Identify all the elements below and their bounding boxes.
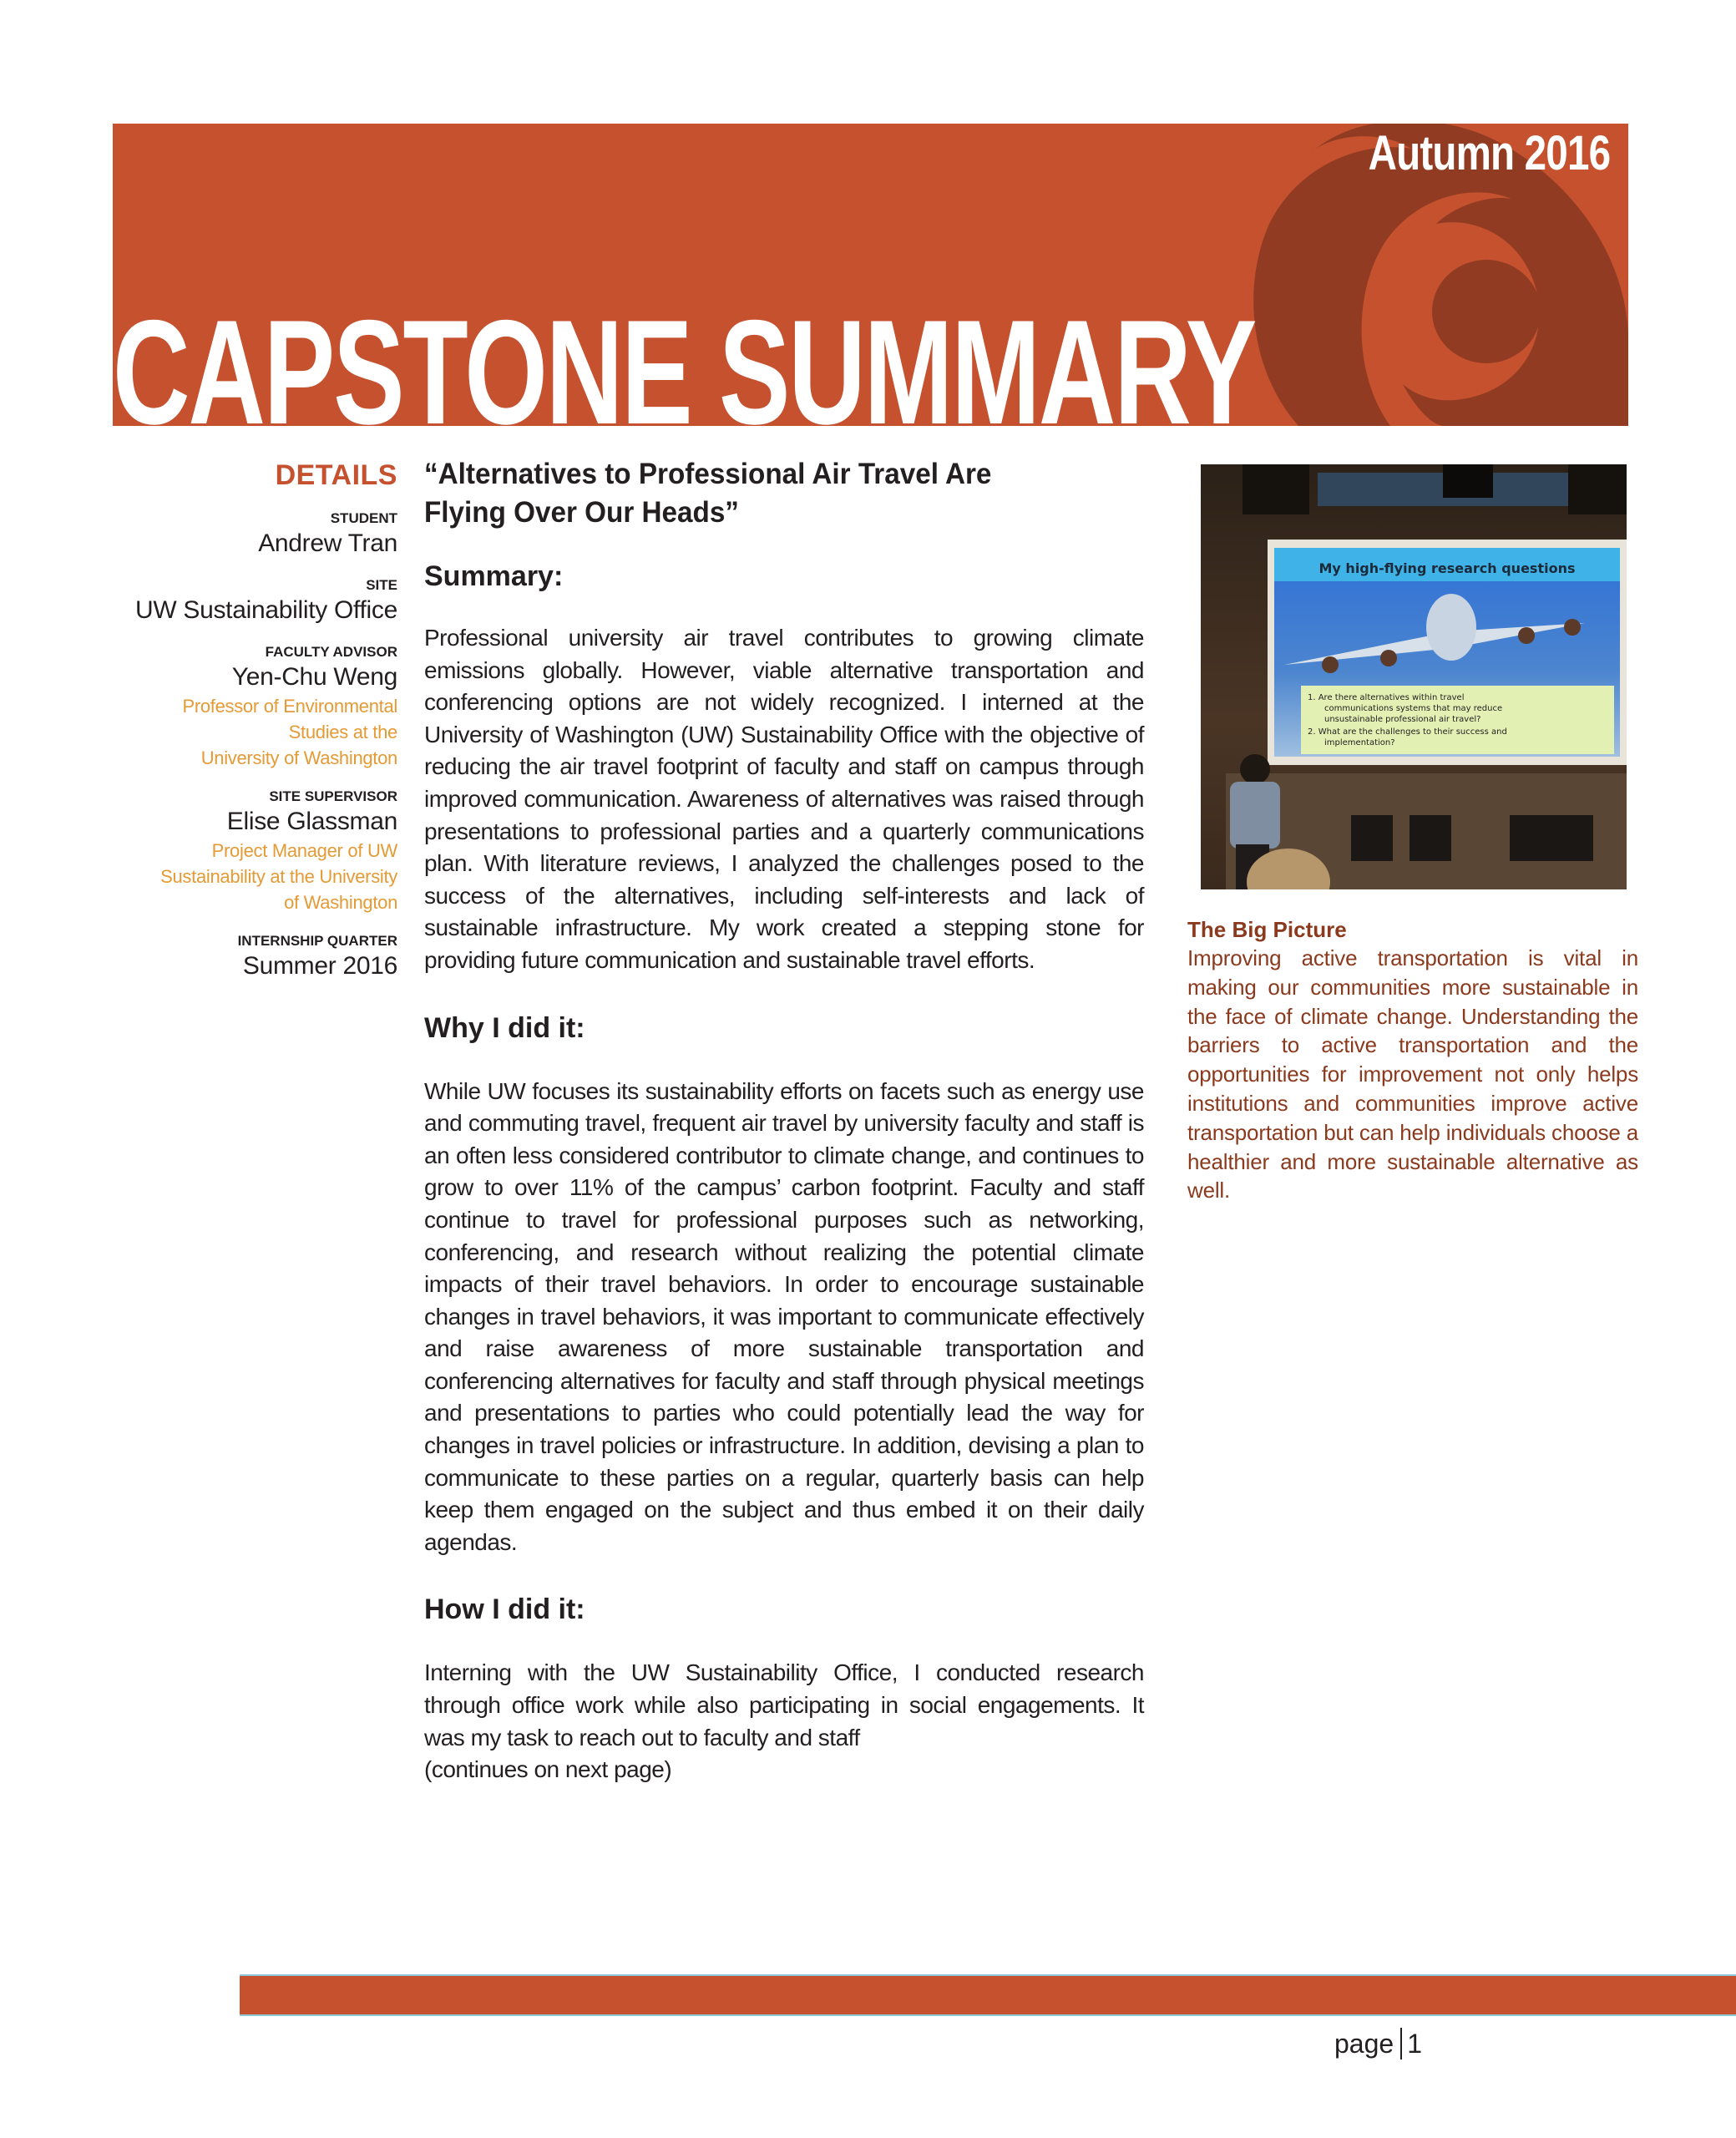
faculty-advisor-title-line: Professor of Environmental <box>182 696 397 717</box>
details-heading: DETAILS <box>275 459 397 491</box>
internship-quarter-label: INTERNSHIP QUARTER <box>237 933 397 949</box>
site-label: SITE <box>366 577 397 593</box>
site-supervisor-title-line: Sustainability at the University <box>160 866 397 887</box>
article-body <box>424 455 1144 1786</box>
page-label: page <box>1334 2029 1394 2059</box>
site-supervisor-label: SITE SUPERVISOR <box>269 788 397 804</box>
page-number <box>1334 2028 1422 2059</box>
faculty-advisor-name: Yen-Chu Weng <box>231 663 397 691</box>
header-banner <box>113 124 1628 426</box>
faculty-advisor-label: FACULTY ADVISOR <box>265 644 397 660</box>
details-sidebar <box>100 458 397 982</box>
why-heading: Why I did it: <box>424 1011 585 1044</box>
article-title-line: “Alternatives to Professional Air Travel Are <box>424 458 992 490</box>
site-supervisor-title-line: Project Manager of UW <box>211 840 397 861</box>
page-separator <box>1400 2028 1402 2059</box>
summary-heading: Summary: <box>424 560 564 592</box>
faculty-advisor-title-line: Studies at the <box>288 722 397 742</box>
site-supervisor-name: Elise Glassman <box>226 808 397 835</box>
student-name: Andrew Tran <box>258 529 397 557</box>
presentation-photo <box>1201 464 1627 889</box>
big-picture-callout <box>1187 915 1638 1205</box>
page-title: CAPSTONE SUMMARY <box>113 289 1256 426</box>
season-label: Autumn 2016 <box>1368 126 1610 180</box>
internship-quarter-value: Summer 2016 <box>242 952 397 980</box>
slide-title: My high-flying research questions <box>1318 560 1576 576</box>
page-number-value: 1 <box>1407 2029 1422 2059</box>
footer-bar <box>240 1974 1736 2016</box>
why-paragraph: While UW focuses its sustainability efforts on facets such as energy use and commuting travel, frequent air travel by university faculty and staff is an often less considered contributor to climate change, and continues to grow to over 11% of the campus’ carbon footprint. Faculty and staff continue to travel for professional purposes such as networking, conferencing, and research without realizing the potential climate impacts of their travel behaviors. In order to encourage sustainable changes in travel behaviors, it was important to communicate effectively and raise awareness of more sustainable transportation and conferencing alternatives for faculty and staff through physical meetings and presentations to parties who could potentially lead the way for changes in travel policies or infrastructure. In addition, devising a plan to communicate to these parties on a regular, quarterly basis can help keep them engaged on the subject and thus embed it on their daily agendas. <box>424 1077 1144 1555</box>
article-title-line: Flying Over Our Heads” <box>424 496 739 529</box>
big-picture-text: Improving active transportation is vital in making our communities more sustainable in the face of climate change. Understanding the barriers to active transportation and the opportunities for improvement not only helps institutions and communities improve active transportation but can help individuals choose a healthier and more sustainable alternative as well. <box>1187 945 1638 1203</box>
continues-note: (continues on next page) <box>424 1756 672 1783</box>
how-heading: How I did it: <box>424 1593 585 1626</box>
site-name: UW Sustainability Office <box>134 596 397 624</box>
presentation-photo-image-icon <box>1201 464 1627 889</box>
student-label: STUDENT <box>330 510 397 526</box>
big-picture-title: The Big Picture <box>1187 917 1347 942</box>
site-supervisor-title-line: of Washington <box>284 892 397 913</box>
summary-paragraph: Professional university air travel contributes to growing climate emissions globally. However, viable alternative transportation and conferencing options are not widely recognized. I interned at the University of Washington (UW) Sustainability Office with the objective of reducing the air travel footprint of faculty and staff on campus through improved communication. Awareness of alternatives was raised through presentations to professional parties and a quarterly communications plan. With literature reviews, I analyzed the challenges posed to the success of the alternatives, including self-interests and lack of sustainable infrastructure. My work created a stepping stone for providing future communication and sustainable travel efforts. <box>424 625 1144 973</box>
how-paragraph: Interning with the UW Sustainability Office, I conducted research through office work while also participating in social engagements. It was my task to reach out to faculty and staff <box>424 1659 1144 1750</box>
slide-question: 1. Are there alternatives within travel communications systems that may reduce unsustainable professional air travel? 2. What are the challenges to their success and implementation? <box>1308 693 1507 747</box>
faculty-advisor-title-line: University of Washington <box>200 747 397 768</box>
